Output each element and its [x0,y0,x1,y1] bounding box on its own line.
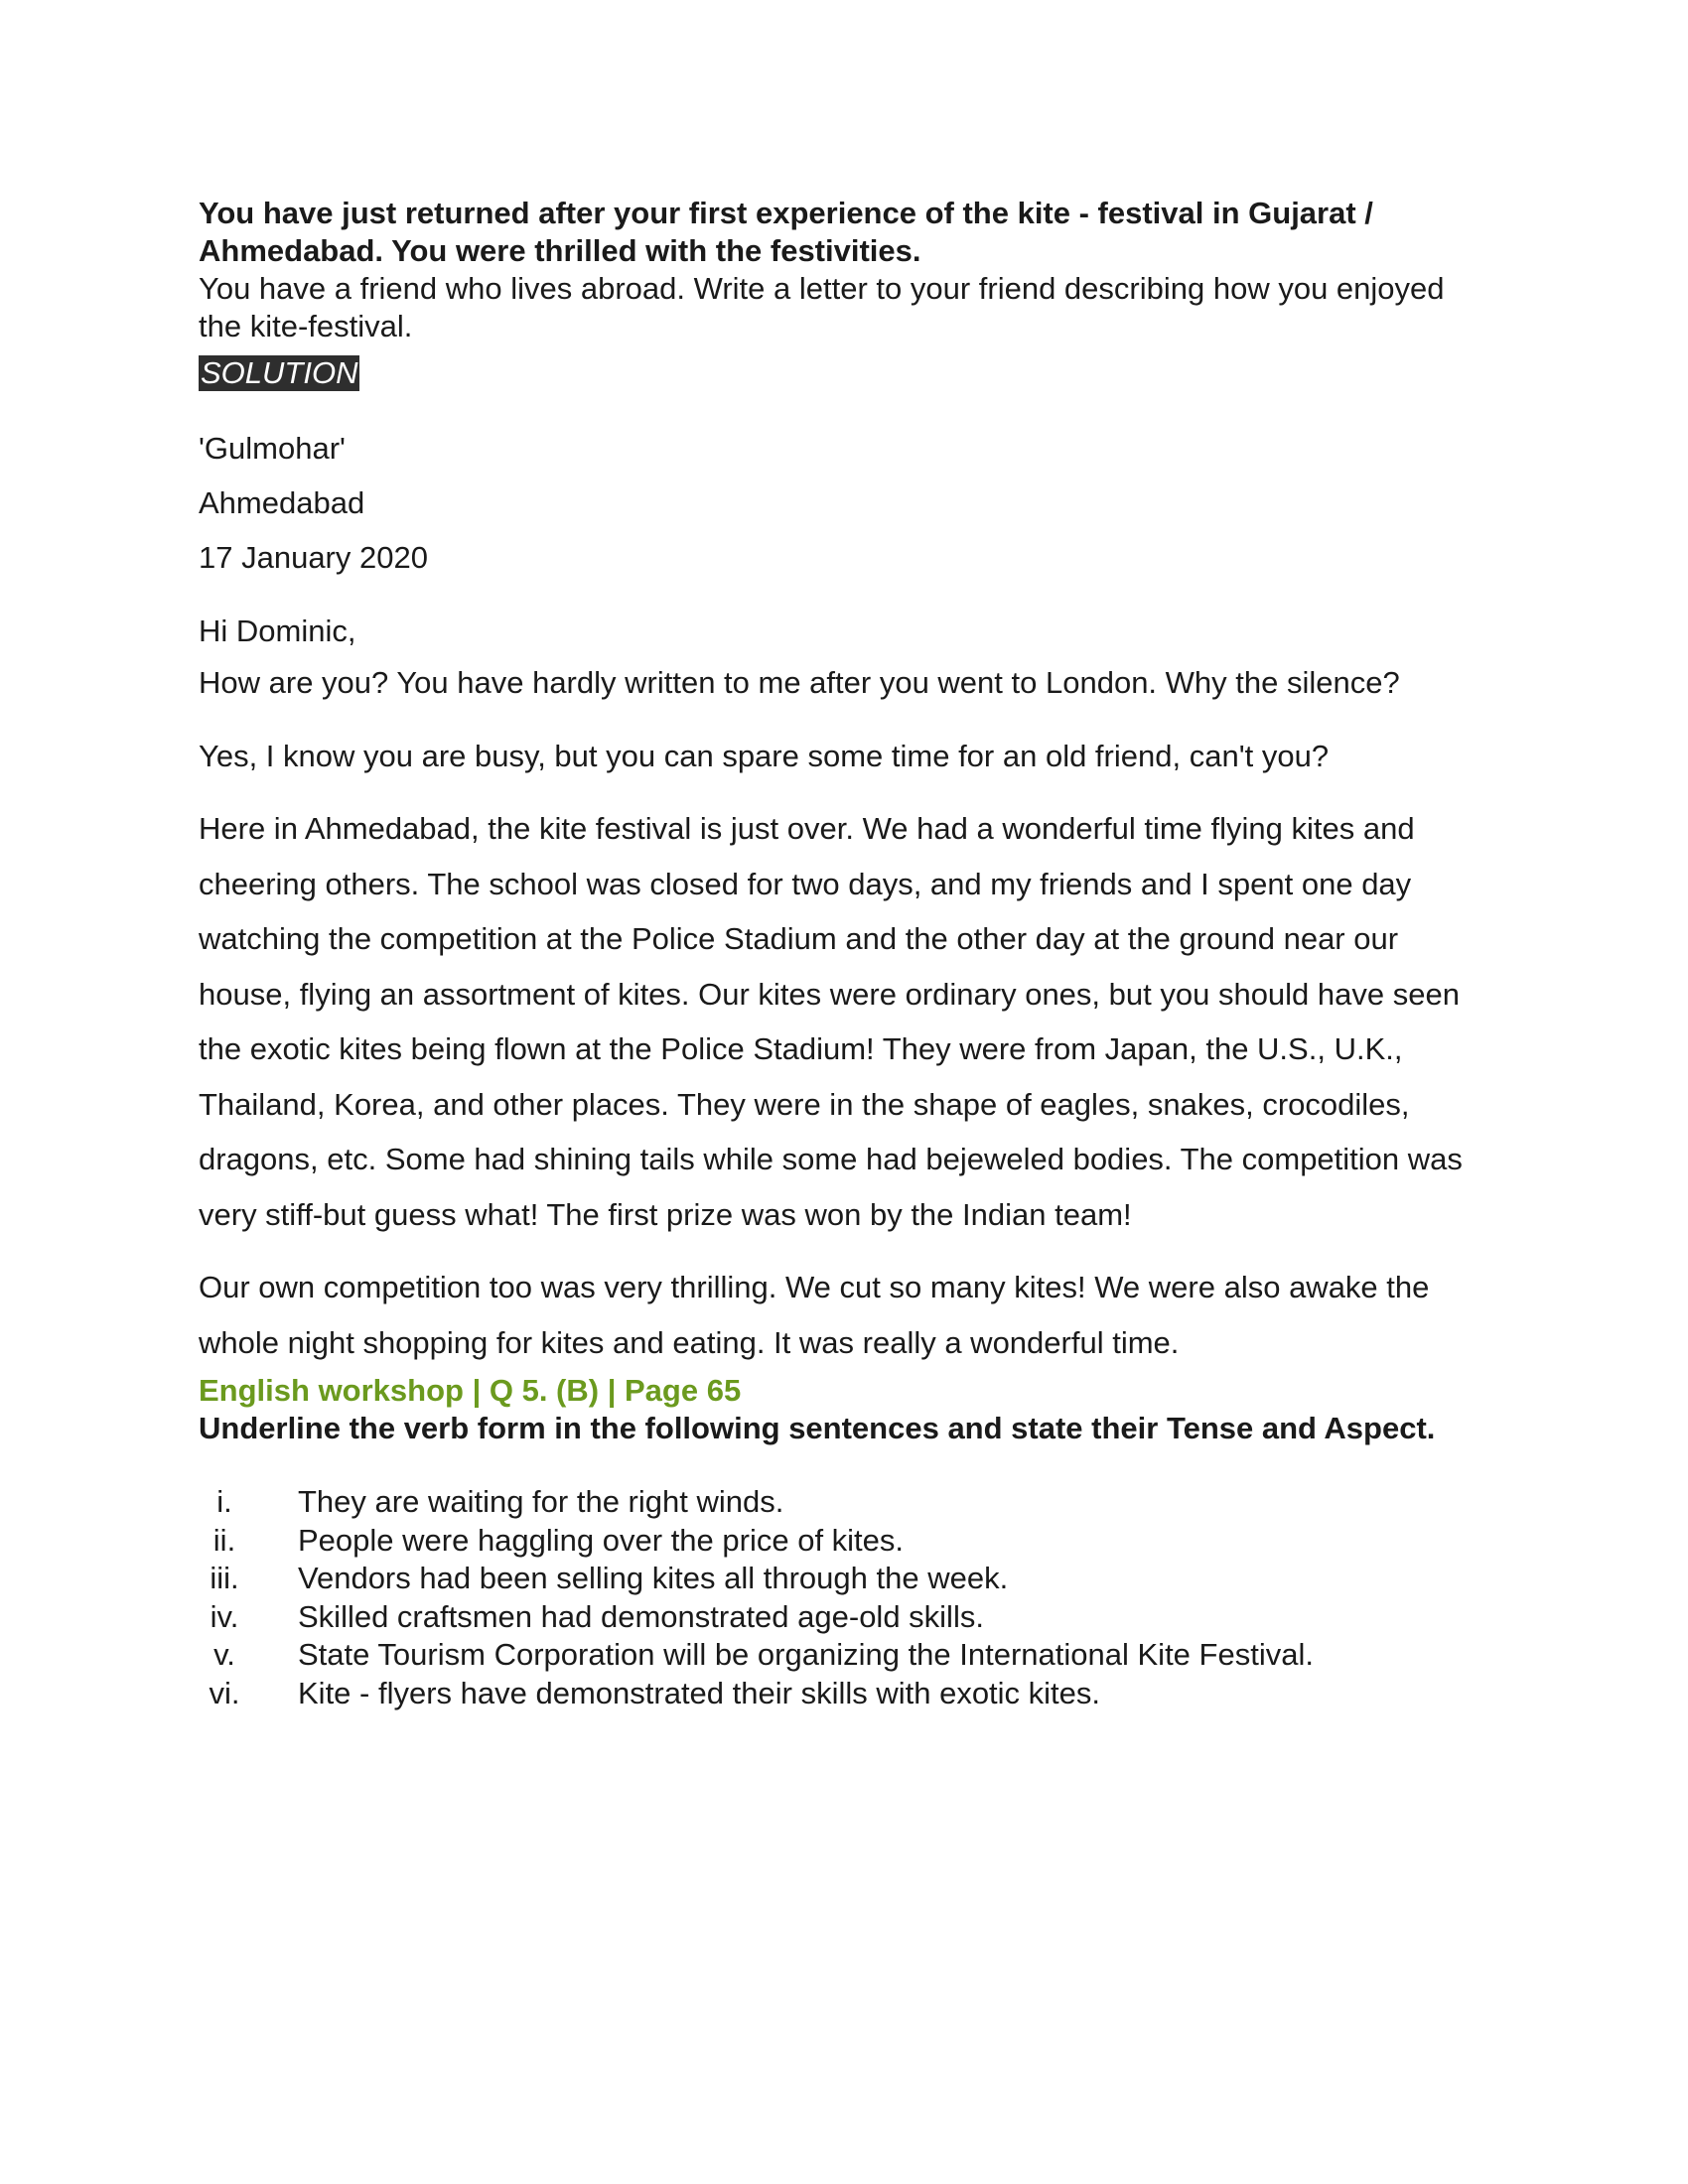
list-sentence: Skilled craftsmen had demonstrated age-old skills. [298,1598,984,1634]
list-item [199,1636,1489,1675]
letter-paragraph: Our own competition too was very thrilling. We cut so many kites! We were also awake the whole night shopping for kites and eating. It was really a wonderful time. [199,1270,1430,1360]
list-sentence: People were haggling over the price of kites. [298,1522,905,1558]
list-item [199,1560,1489,1598]
exercise-list [199,1483,1489,1712]
letter-greeting: Hi Dominic, [199,614,356,648]
list-sentence: State Tourism Corporation will be organizing the International Kite Festival. [298,1637,1314,1672]
list-item [199,1483,1489,1522]
question-heading: You have just returned after your first experience of the kite - festival in Gujarat / Ahmedabad. You were thrilled with the festivities. [199,196,1373,268]
list-item [199,1675,1489,1713]
solution-label: SOLUTION [201,355,358,390]
list-numeral: v. [213,1637,235,1672]
list-numeral: iv. [210,1598,239,1634]
letter-paragraph: Yes, I know you are busy, but you can spare some time for an old friend, can't you? [199,738,1330,773]
letter-address [199,429,1489,578]
list-sentence: Kite - flyers have demonstrated their skills with exotic kites. [298,1675,1101,1710]
list-numeral: i. [216,1484,232,1519]
question-instruction: You have a friend who lives abroad. Write a letter to your friend describing how you enjoyed the kite-festival. [199,271,1445,343]
list-item [199,1522,1489,1561]
letter-date: 17 January 2020 [199,540,428,575]
list-sentence: Vendors had been selling kites all through the week. [298,1561,1009,1595]
workshop-heading: English workshop | Q 5. (B) | Page 65 [199,1373,742,1408]
letter-paragraph: Here in Ahmedabad, the kite festival is just over. We had a wonderful time flying kites and cheering others. The school was closed for two days, and my friends and I spent one day watching the competition at the Police Stadium and the other day at the ground near our house, flying an assortment of kites. Our kites were ordinary ones, but you should have seen the exotic kites being flown at the Police Stadium! They were from Japan, the U.S., U.K., Thailand, Korea, and other places. They were in the shape of eagles, snakes, crocodiles, dragons, etc. Some had shining tails while some had bejeweled bodies. The competition was very stiff-but guess what! The first prize was won by the Indian team! [199,811,1463,1232]
workshop-task: Underline the verb form in the following sentences and state their Tense and Aspect. [199,1411,1436,1445]
list-item [199,1598,1489,1637]
list-numeral: ii. [212,1522,236,1558]
document-page [199,195,1489,1712]
list-numeral: vi. [209,1675,240,1710]
address-line-2: Ahmedabad [199,485,365,520]
letter-paragraph: How are you? You have hardly written to me after you went to London. Why the silence? [199,665,1400,700]
list-sentence: They are waiting for the right winds. [298,1484,784,1519]
list-numeral: iii. [210,1561,239,1595]
address-line-1: 'Gulmohar' [199,431,346,466]
